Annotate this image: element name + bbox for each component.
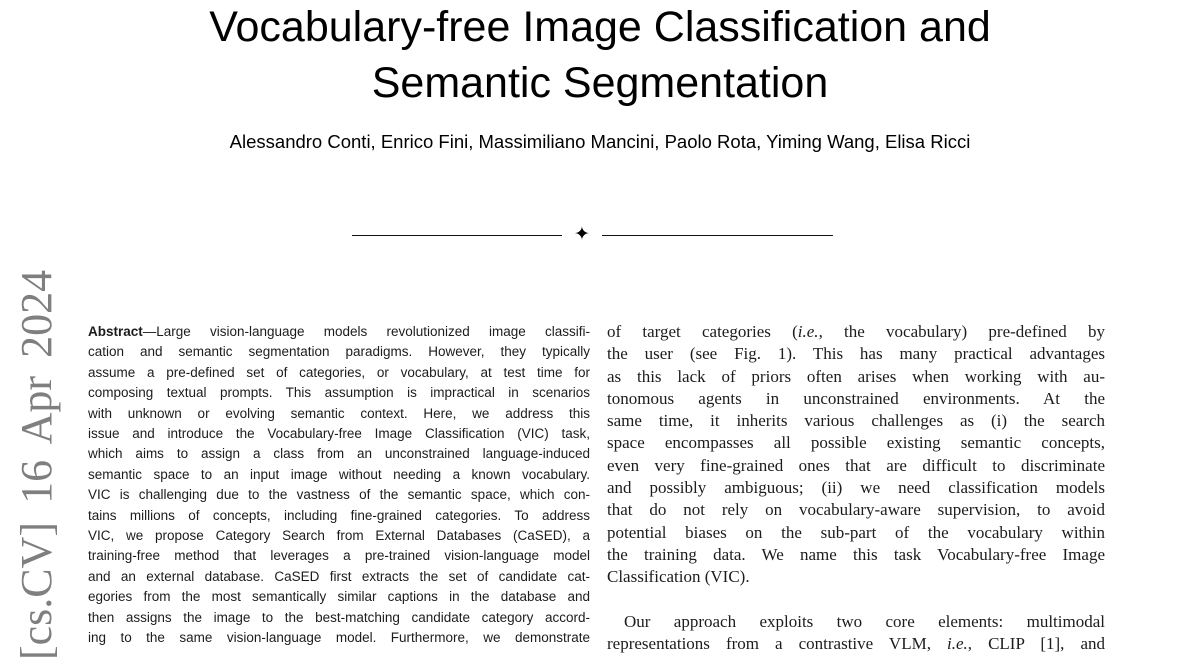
text-line: the user (see Fig. 1). This has many practical advantages (607, 344, 1105, 364)
paper-title-line-2: Semantic Segmentation (371, 59, 829, 107)
text-line: egories from the most semantically similar captions in the database and (88, 589, 590, 605)
text-line: potential biases on the sub-part of the vocabulary within (607, 522, 1105, 542)
intro-column (607, 321, 1105, 655)
abstract-column (88, 322, 590, 649)
divider-right-rule (602, 235, 833, 236)
text-line: that do not rely on vocabulary-aware supervision, to avoid (607, 500, 1105, 520)
text-line: and possibly ambiguous; (ii) we need classification models (607, 478, 1105, 498)
text-line: Our approach exploits two core elements: multimodal (624, 611, 1105, 631)
text-line: which aims to assign a class from an unconstrained language-induced (88, 446, 590, 462)
text-line: tains millions of concepts, including fine-grained categories. To address (88, 507, 590, 523)
text-line: VIC is challenging due to the vastness of the semantic space, which con- (88, 487, 590, 503)
text-line: VIC, we propose Category Search from External Databases (CaSED), a (88, 528, 590, 544)
text-line: training-free method that leverages a pre-trained vision-language model (88, 548, 590, 564)
text-line: even very fine-grained ones that are difficult to discriminate (607, 455, 1105, 475)
text-line: same time, it inherits various challenges as (i) the search (607, 411, 1105, 431)
text-line: Classification (VIC). (607, 567, 750, 587)
arxiv-watermark: [cs.CV] 16 Apr 2024 (12, 269, 61, 660)
authors-line: Alessandro Conti, Enrico Fini, Massimiliano Mancini, Paolo Rota, Yiming Wang, Elisa Ricci (229, 131, 971, 152)
paper-title (0, 0, 1200, 111)
text-line: space encompasses all possible existing semantic concepts, (607, 433, 1105, 453)
diamond-star-icon: ✦ (574, 222, 590, 245)
text-line: cation and semantic segmentation paradigms. However, they typically (88, 344, 590, 360)
text-line: of target categories (i.e., the vocabulary) pre-defined by (607, 322, 1105, 341)
text-line: semantic space to an input image without needing a known vocabulary. (88, 466, 590, 482)
text-line: with unknown or evolving semantic context. Here, we address this (88, 405, 590, 421)
text-line: then assigns the image to the best-matching candidate category accord- (88, 609, 590, 625)
text-line: Abstract—Large vision-language models revolutionized image classifi- (88, 324, 590, 339)
text-line: representations from a contrastive VLM, i.e., CLIP [1], and (607, 633, 1105, 653)
text-line: composing textual prompts. This assumption is impractical in scenarios (88, 385, 590, 401)
text-line: issue and introduce the Vocabulary-free Image Classification (VIC) task, (88, 426, 590, 442)
divider-left-rule (352, 235, 562, 236)
text-line: tonomous agents in unconstrained environments. At the (607, 388, 1105, 408)
paper-title-line-1: Vocabulary-free Image Classification and (209, 3, 991, 51)
section-divider (352, 222, 833, 245)
text-line: assume a pre-defined set of categories, or vocabulary, at test time for (88, 364, 590, 380)
text-line: the training data. We name this task Vocabulary-free Image (607, 544, 1105, 564)
text-line: as this lack of priors often arises when working with au- (607, 366, 1105, 386)
text-line: and an external database. CaSED first extracts the set of candidate cat- (88, 568, 590, 584)
text-line: ing to the same vision-language model. Furthermore, we demonstrate (88, 630, 590, 646)
